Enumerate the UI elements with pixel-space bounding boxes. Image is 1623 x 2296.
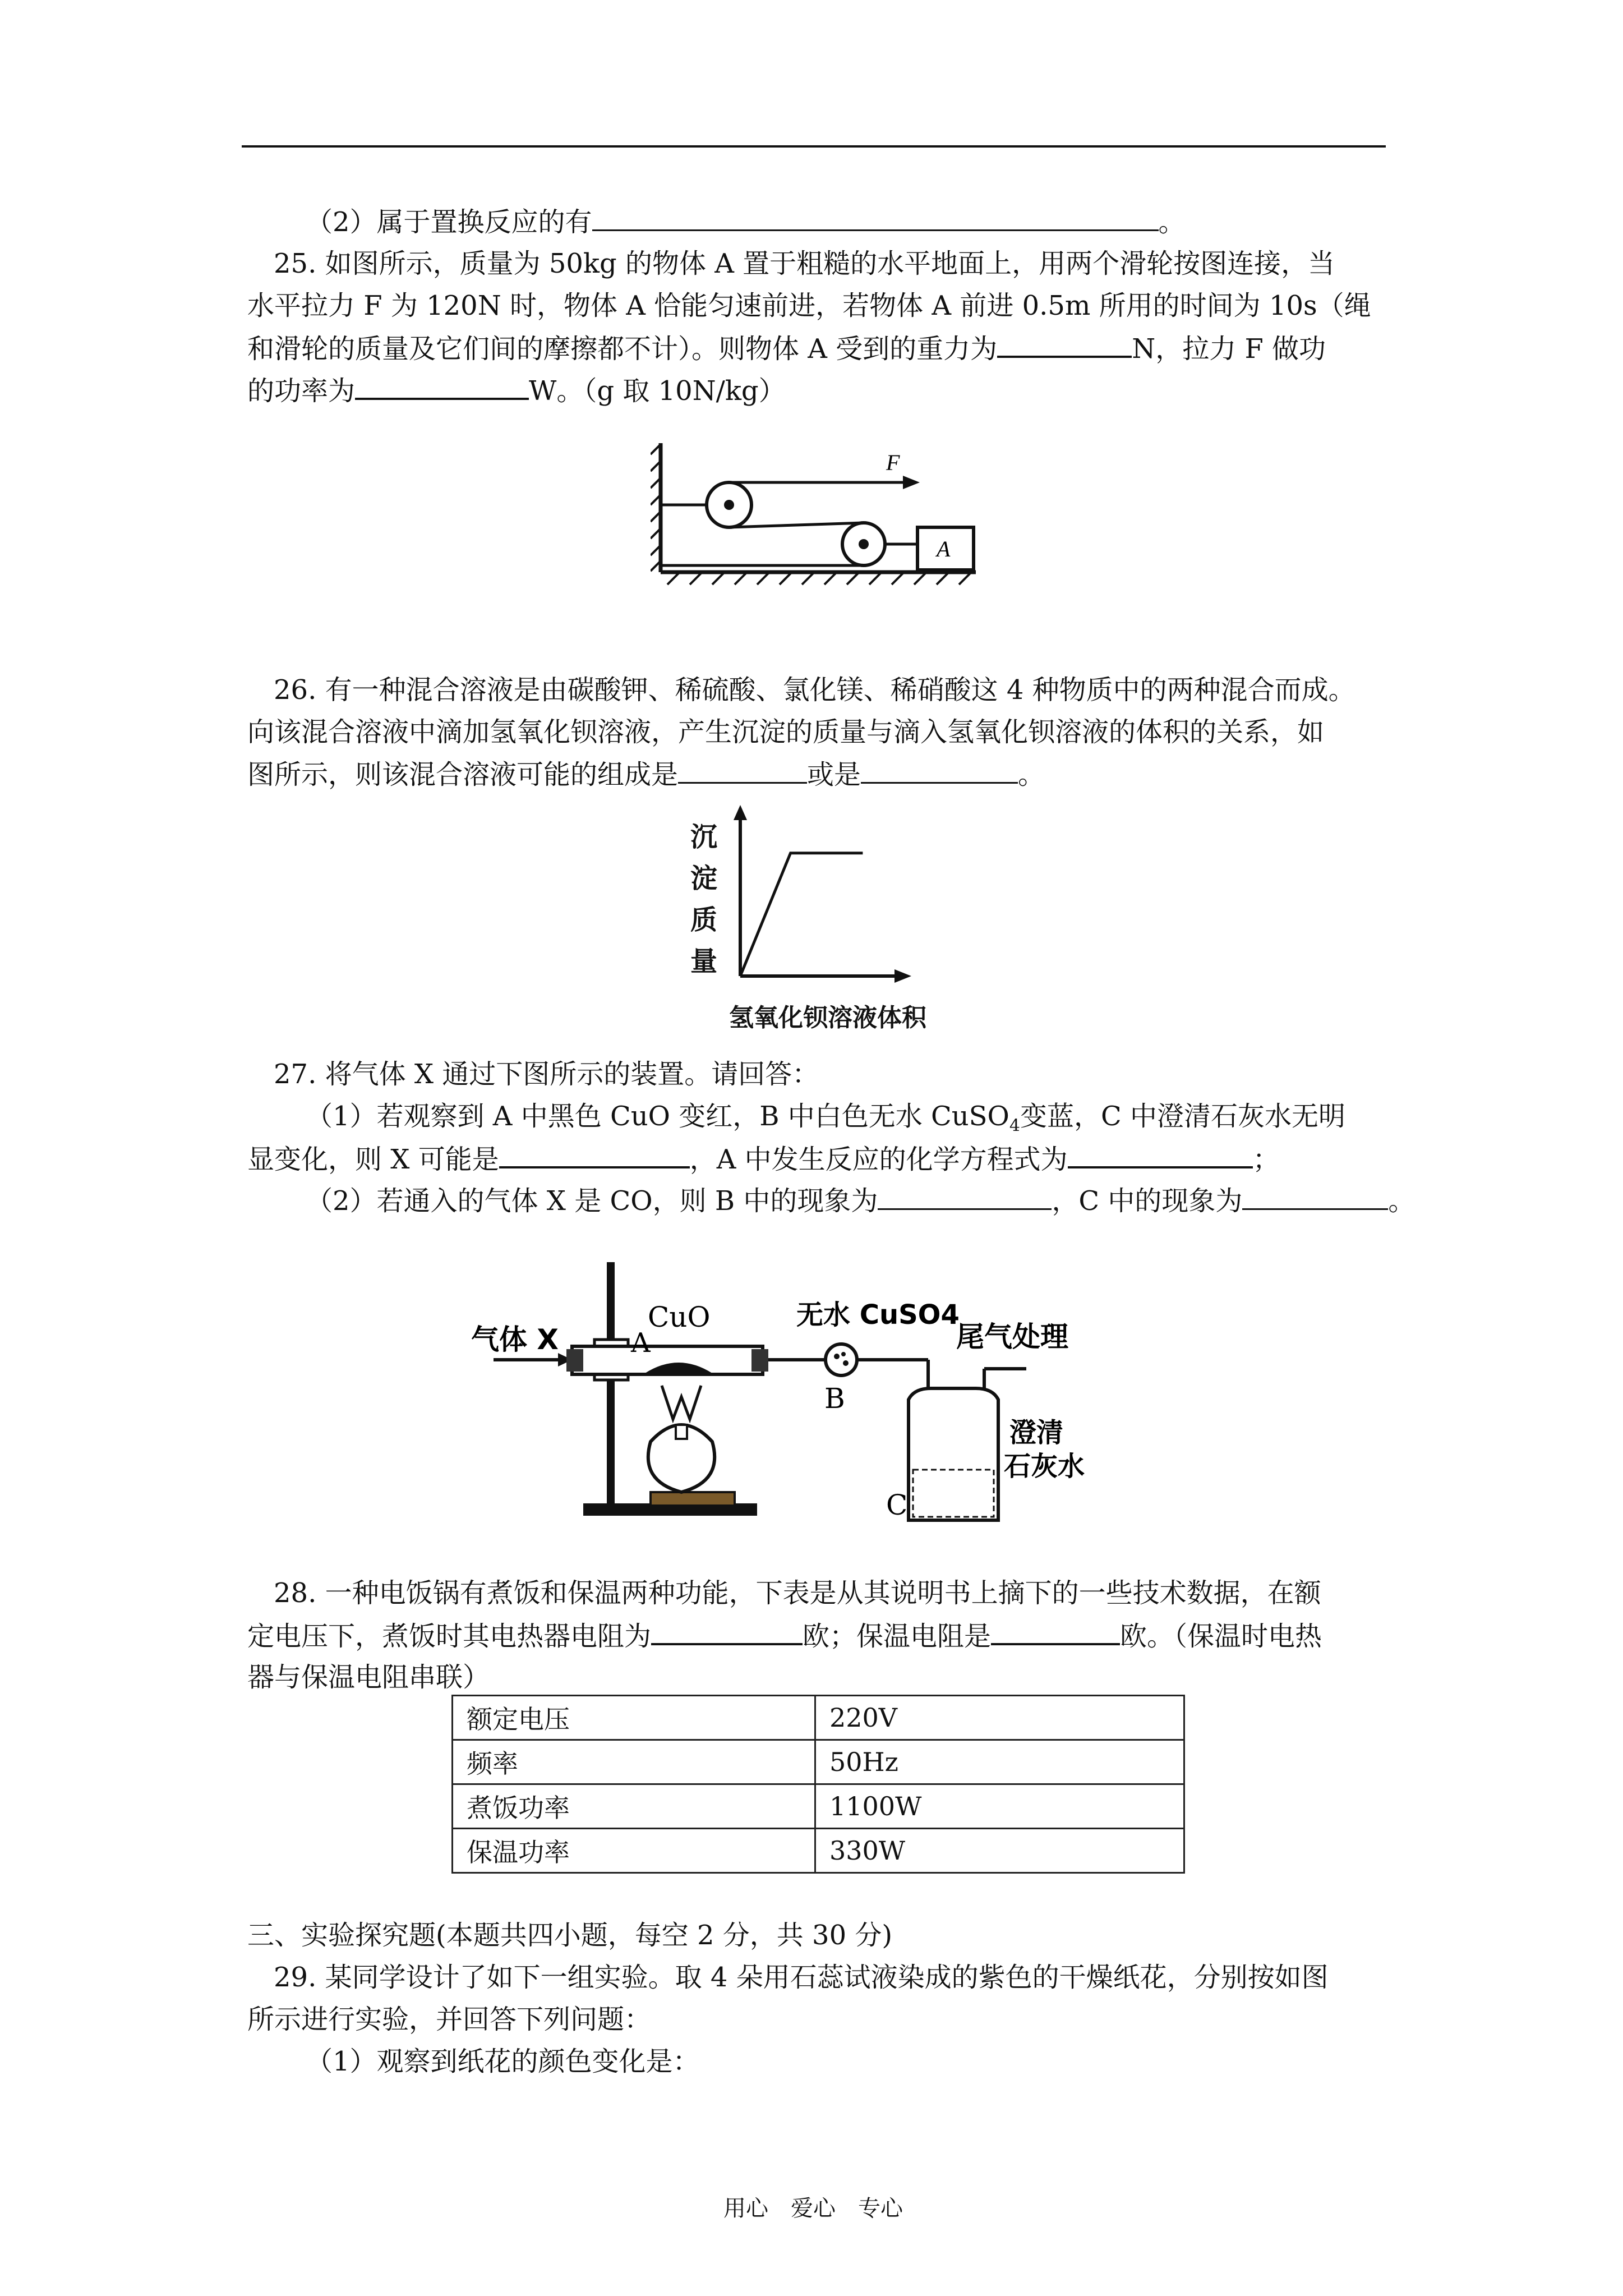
q27-line2 bbox=[306, 1099, 1345, 1143]
precipitate-chart bbox=[723, 802, 959, 1004]
table-cell: 330W bbox=[815, 1829, 1184, 1873]
q28-blank-1 bbox=[651, 1618, 803, 1645]
q27-line4-mid: ，C 中的现象为 bbox=[1052, 1185, 1243, 1217]
q27-line1: 27. 将气体 X 通过下图所示的装置。请回答： bbox=[274, 1059, 819, 1090]
header-rule bbox=[242, 145, 1386, 148]
table-cell: 频率 bbox=[453, 1740, 815, 1784]
q26-blank-1 bbox=[678, 757, 807, 784]
q27-blank-c bbox=[1242, 1184, 1388, 1210]
q27-blank-equation bbox=[1068, 1142, 1253, 1168]
table-cell: 保温功率 bbox=[453, 1829, 815, 1873]
q27-line4-end: 。 bbox=[1388, 1185, 1415, 1217]
q26-end: 。 bbox=[1018, 759, 1045, 790]
q25-line4-text: 的功率为 bbox=[247, 375, 356, 407]
q25-blank-weight bbox=[997, 331, 1132, 358]
q27-line3-end: ； bbox=[1252, 1144, 1280, 1175]
table-row bbox=[453, 1784, 1184, 1829]
label-A: A bbox=[937, 536, 951, 562]
q29-line1: 29. 某同学设计了如下一组实验。取 4 朵用石蕊试液染成的紫色的干燥纸花，分别按如图 bbox=[274, 1962, 1329, 1993]
q28-line2-tail: 欧。（保温时电热 bbox=[1120, 1621, 1322, 1652]
q27-line3 bbox=[247, 1142, 1280, 1176]
q25-line3-text: 和滑轮的质量及它们间的摩擦都不计）。则物体 A 受到的重力为 bbox=[247, 333, 998, 365]
q26-line3-text: 图所示，则该混合溶液可能的组成是 bbox=[247, 759, 679, 790]
spec-table bbox=[451, 1695, 1185, 1874]
q25-line3 bbox=[247, 331, 1326, 366]
q25-line3-tail: N，拉力 F 做功 bbox=[1132, 333, 1326, 365]
q27-line3-mid: ，A 中发生反应的化学方程式为 bbox=[689, 1144, 1068, 1175]
q25-line2: 水平拉力 F 为 120N 时，物体 A 恰能匀速前进，若物体 A 前进 0.5m 所用的时间为 10s（绳 bbox=[247, 290, 1371, 321]
table-cell: 220V bbox=[815, 1696, 1184, 1740]
q28-line1: 28. 一种电饭锅有煮饭和保温两种功能，下表是从其说明书上摘下的一些技术数据，在额 bbox=[274, 1577, 1321, 1609]
q27-line2-tail: 变蓝，C 中澄清石灰水无明 bbox=[1020, 1101, 1345, 1132]
label-limewater-1: 澄清 bbox=[1009, 1417, 1064, 1448]
q27-blank-b bbox=[878, 1184, 1052, 1210]
q26-line2: 向该混合溶液中滴加氢氧化钡溶液，产生沉淀的质量与滴入氢氧化钡溶液的体积的关系，如 bbox=[247, 716, 1325, 748]
q26-line3 bbox=[247, 757, 1045, 792]
pulley-figure bbox=[651, 438, 998, 589]
q24-end: 。 bbox=[1158, 206, 1186, 238]
label-CuO: CuO bbox=[648, 1301, 711, 1333]
q28-line2 bbox=[247, 1618, 1322, 1653]
label-limewater-2: 石灰水 bbox=[1004, 1451, 1085, 1482]
section3-heading: 三、实验探究题(本题共四小题，每空 2 分，共 30 分) bbox=[247, 1920, 893, 1951]
label-gas-x: 气体 X bbox=[471, 1323, 559, 1356]
table-cell: 煮饭功率 bbox=[453, 1784, 815, 1829]
q25-line4-tail: W。（g 取 10N/kg） bbox=[529, 375, 786, 407]
q24-part2-text: （2）属于置换反应的有 bbox=[306, 206, 592, 238]
table-cell: 1100W bbox=[815, 1784, 1184, 1829]
label-tail-gas: 尾气处理 bbox=[956, 1320, 1068, 1353]
q28-line2-mid: 欧；保温电阻是 bbox=[803, 1621, 992, 1652]
q28-blank-2 bbox=[991, 1618, 1120, 1645]
label-C: C bbox=[886, 1489, 908, 1521]
apparatus-figure bbox=[460, 1257, 1189, 1537]
q24-blank bbox=[592, 205, 1159, 231]
q27-line4-text: （2）若通入的气体 X 是 CO，则 B 中的现象为 bbox=[306, 1185, 878, 1217]
chart-xlabel: 氢氧化钡溶液体积 bbox=[729, 1004, 926, 1032]
q28-line3: 器与保温电阻串联） bbox=[247, 1662, 490, 1693]
q27-line4 bbox=[306, 1184, 1415, 1218]
q27-line2-text: （1）若观察到 A 中黑色 CuO 变红，B 中白色无水 CuSO bbox=[306, 1101, 1009, 1132]
label-B: B bbox=[824, 1382, 845, 1415]
q26-blank-2 bbox=[861, 757, 1018, 784]
q29-line2: 所示进行实验，并回答下列问题： bbox=[247, 2004, 652, 2035]
series-line bbox=[740, 853, 863, 976]
x-axis-arrow bbox=[895, 969, 911, 983]
table-row bbox=[453, 1829, 1184, 1873]
q24-part2 bbox=[306, 205, 1186, 239]
q25-line1: 25. 如图所示，质量为 50kg 的物体 A 置于粗糙的水平地面上，用两个滑轮按图连接，当 bbox=[274, 248, 1335, 279]
label-A: A bbox=[631, 1327, 651, 1359]
q25-line4 bbox=[247, 373, 786, 408]
q27-sub4: 4 bbox=[1009, 1116, 1020, 1136]
table-row bbox=[453, 1696, 1184, 1740]
q26-or: 或是 bbox=[807, 759, 861, 790]
label-F: F bbox=[886, 450, 900, 475]
table-row bbox=[453, 1740, 1184, 1784]
table-cell: 50Hz bbox=[815, 1740, 1184, 1784]
q28-line2-text: 定电压下，煮饭时其电热器电阻为 bbox=[247, 1621, 652, 1652]
page-footer: 用心 爱心 专心 bbox=[723, 2196, 903, 2221]
y-axis-arrow bbox=[734, 805, 747, 820]
chart-ylabel: 沉淀质量 bbox=[690, 821, 717, 977]
q27-line3-text: 显变化，则 X 可能是 bbox=[247, 1144, 499, 1175]
q27-blank-x bbox=[499, 1142, 690, 1168]
table-cell: 额定电压 bbox=[453, 1696, 815, 1740]
q26-line1: 26. 有一种混合溶液是由碳酸钾、稀硫酸、氯化镁、稀硝酸这 4 种物质中的两种混合而成。 bbox=[274, 674, 1355, 706]
q29-line3: （1）观察到纸花的颜色变化是： bbox=[306, 2046, 700, 2077]
label-cuso4: 无水 CuSO4 bbox=[796, 1299, 960, 1331]
q25-blank-power bbox=[355, 373, 529, 400]
